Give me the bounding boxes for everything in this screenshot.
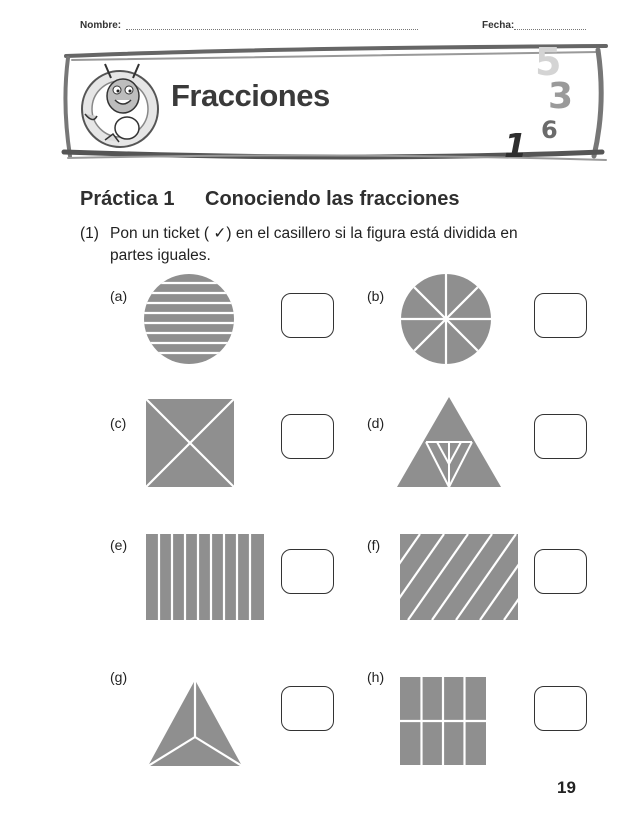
answer-checkbox-c[interactable] [281, 414, 334, 459]
item-label-a: (a) [110, 288, 128, 304]
item-label-c: (c) [110, 415, 127, 431]
answer-checkbox-b[interactable] [534, 293, 587, 338]
question-text: Pon un ticket ( ✓) en el casillero si la figura está dividida en partes iguales. [110, 225, 518, 264]
item-label-g: (g) [110, 669, 128, 685]
date-field[interactable] [514, 29, 586, 30]
figure-circle-eight-sectors [400, 273, 492, 365]
figure-rectangle-diagonal-strips [400, 534, 518, 620]
name-label: Nombre: [80, 20, 122, 31]
title-banner [58, 40, 610, 169]
figure-triangle-subdivided [397, 397, 501, 489]
decorative-number-5: 5 [535, 40, 562, 84]
decorative-number-3: 3 [548, 76, 574, 117]
figure-triangle-three-parts [148, 680, 242, 766]
item-label-b: (b) [367, 288, 385, 304]
answer-checkbox-e[interactable] [281, 549, 334, 594]
question-number: (1) [80, 225, 99, 242]
decorative-number-6: 6 [541, 116, 558, 144]
item-label-d: (d) [367, 415, 385, 431]
page-number: 19 [557, 778, 576, 797]
item-label-e: (e) [110, 537, 128, 553]
figure-rectangle-vertical-strips [146, 534, 264, 620]
figure-rectangle-grid [400, 677, 486, 765]
figure-circle-horizontal-strips [143, 273, 235, 365]
name-field[interactable] [126, 29, 418, 30]
worksheet-header [80, 20, 585, 36]
item-label-f: (f) [367, 537, 381, 553]
decorative-number-1: 1 [504, 126, 527, 165]
item-label-h: (h) [367, 669, 385, 685]
bird-mascot-icon [75, 54, 175, 154]
practice-title: Conociendo las fracciones [205, 188, 460, 210]
answer-checkbox-f[interactable] [534, 549, 587, 594]
date-label: Fecha: [482, 20, 515, 31]
answer-checkbox-d[interactable] [534, 414, 587, 459]
figure-square-diagonals [146, 399, 234, 487]
practice-number: Práctica 1 [80, 188, 175, 210]
page-title: Fracciones [171, 78, 330, 113]
answer-checkbox-h[interactable] [534, 686, 587, 731]
answer-checkbox-a[interactable] [281, 293, 334, 338]
answer-checkbox-g[interactable] [281, 686, 334, 731]
